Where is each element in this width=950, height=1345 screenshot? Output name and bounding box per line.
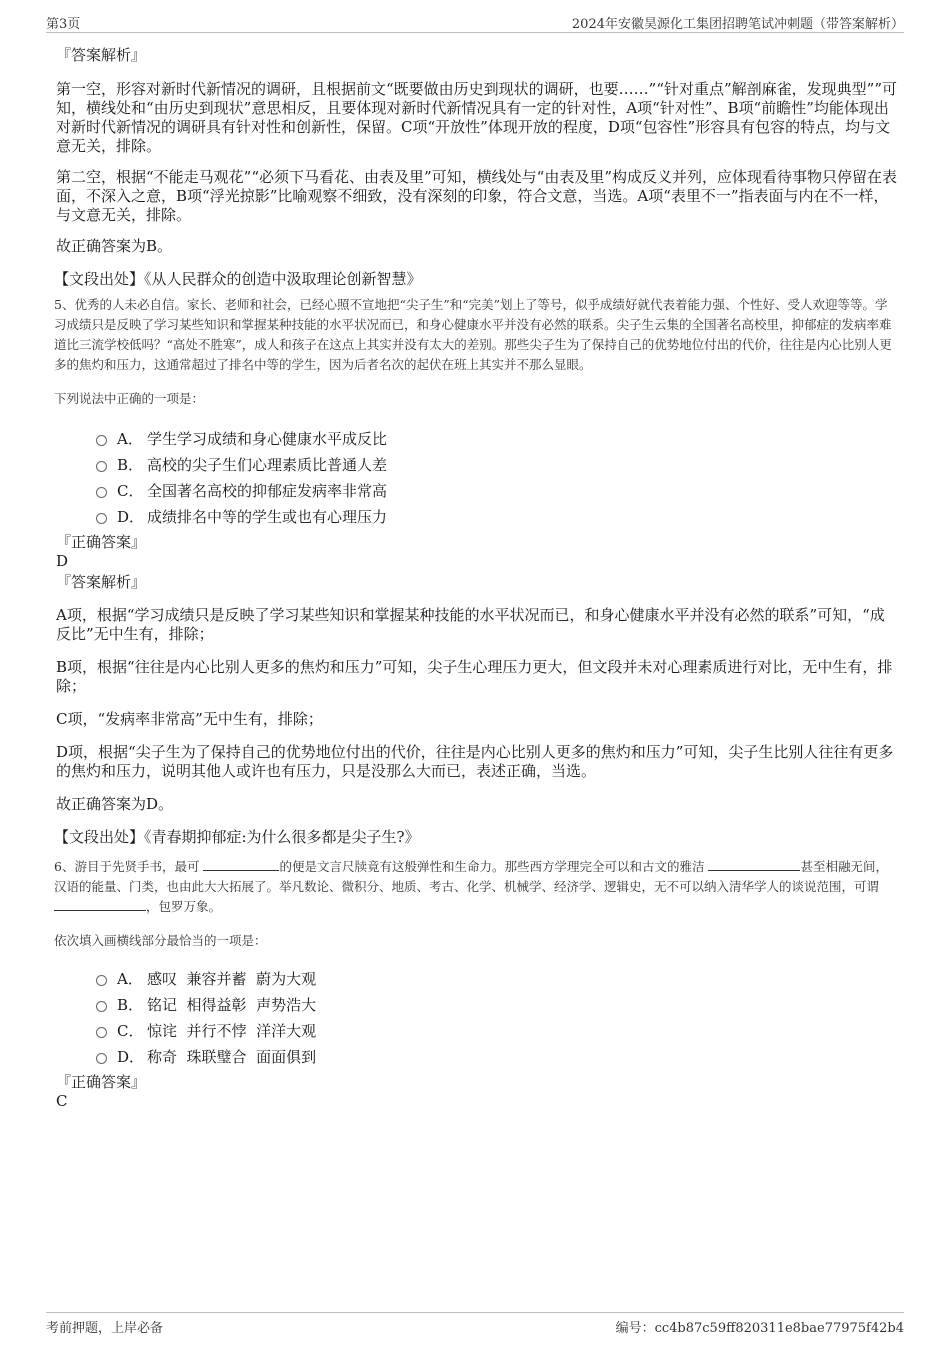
question-stem: 5、优秀的人未必自信。家长、老师和社会，已经心照不宣地把“尖子生”和“完美”划上了等号，似乎成绩好就代表着能力强、个性好、受人欢迎等等。学习成绩只是反映了学习某些知识和掌握某种技能的水平状况而已，和身心健康水平并没有必然的联系。尖子生云集的全国著名高校里，抑郁症的发病率难道比三流学校低吗？“高处不胜寒”，成人和孩子在这点上其实并没有太大的差别。那些尖子生为了保持自己的优势地位付出的代价，往往是内心比别人更多的焦灼和压力，这通常超过了排名中等的学生，因为后者名次的起伏在班上其实并不那么显眼。 xyxy=(54,297,892,372)
radio-icon[interactable] xyxy=(96,513,107,524)
option-a[interactable]: A． 学生学习成绩和身心健康水平成反比 xyxy=(96,425,898,451)
source-citation: 【文段出处】《从人民群众的创造中汲取理论创新智慧》 xyxy=(54,270,422,288)
analysis-paragraph: B项，根据“往往是内心比别人更多的焦灼和压力”可知，尖子生心理压力更大，但文段并未对心理素质进行对比，无中生有，排除； xyxy=(56,658,893,695)
analysis-paragraph: A项，根据“学习成绩只是反映了学习某些知识和掌握某种技能的水平状况而已，和身心健康水平并没有必然的联系”可知，“成反比”无中生有，排除； xyxy=(56,606,885,643)
fill-blank[interactable] xyxy=(708,858,800,871)
radio-icon[interactable] xyxy=(96,975,107,986)
radio-icon[interactable] xyxy=(96,1001,107,1012)
option-b[interactable]: B． 铭记 相得益彰 声势浩大 xyxy=(96,991,898,1017)
radio-icon[interactable] xyxy=(96,1027,107,1038)
question-prompt: 下列说法中正确的一项是： xyxy=(54,391,205,406)
option-b[interactable]: B． 高校的尖子生们心理素质比普通人差 xyxy=(96,451,898,477)
analysis-paragraph: 第一空，形容对新时代新情况的调研，且根据前文“既要做由历史到现状的调研，也要……”“针对重点”解剖麻雀，发现典型””可知，横线处和“由历史到现状”意思相反，且要体现对新时代新情况具有一定的针对性，A项“针对性”、B项“前瞻性”均能体现出对新时代新情况的调研具有针对性和创新性，保留。C项“开放性”体现开放的程度，D项“包容性”形容具有包容的特点，均与文意无关，排除。 xyxy=(56,80,898,155)
radio-icon[interactable] xyxy=(96,487,107,498)
page-header xyxy=(46,10,904,33)
option-c[interactable]: C． 惊诧 并行不悖 洋洋大观 xyxy=(96,1017,898,1043)
answer-value: C xyxy=(56,1092,68,1110)
analysis-paragraph: 第二空，根据“不能走马观花”“必须下马看花、由表及里”可知，横线处与“由表及里”构成反义并列，应体现看待事物只停留在表面，不深入之意，B项“浮光掠影”比喻观察不细致，没有深刻的印象，符合文意，当选。A项“表里不一”指表面与内在不一样，与文意无关，排除。 xyxy=(56,168,898,224)
conclusion: 故正确答案为B。 xyxy=(56,237,173,255)
radio-icon[interactable] xyxy=(96,435,107,446)
question-prompt: 依次填入画横线部分最恰当的一项是： xyxy=(54,933,267,948)
analysis-tag: 『答案解析』 xyxy=(56,46,147,64)
question-stem: 6、游目于先贤手书，最可 的便是文言尺牍竟有这般弹性和生命力。那些西方学理完全可以和古文的雅洁 甚至相融无间，汉语的能量、门类，也由此大大拓展了。举凡数论、微积分、地质、考古、化学、机械学、经济学、逻辑史，无不可以纳入清华学人的谈说范围，可谓 ，包罗万象。 xyxy=(54,859,888,914)
fill-blank[interactable] xyxy=(54,898,146,911)
analysis-paragraph: D项，根据“尖子生为了保持自己的优势地位付出的代价，往往是内心比别人更多的焦灼和压力”可知，尖子生比别人往往有更多的焦灼和压力，说明其他人或许也有压力，只是没那么大而已，表述正确，当选。 xyxy=(56,743,894,780)
analysis-tag: 『答案解析』 xyxy=(56,573,147,591)
radio-icon[interactable] xyxy=(96,1053,107,1064)
fill-blank[interactable] xyxy=(203,858,279,871)
page-number: 第3页 xyxy=(46,17,81,32)
option-list xyxy=(96,425,898,529)
document-title: 2024年安徽昊源化工集团招聘笔试冲刺题（带答案解析） xyxy=(571,17,904,32)
source-citation: 【文段出处】《青春期抑郁症:为什么很多都是尖子生?》 xyxy=(54,828,420,846)
option-c[interactable]: C． 全国著名高校的抑郁症发病率非常高 xyxy=(96,477,898,503)
analysis-paragraph: C项，“发病率非常高”无中生有，排除； xyxy=(56,710,323,728)
footer-slogan: 考前押题，上岸必备 xyxy=(46,1321,164,1336)
option-list xyxy=(96,965,898,1069)
document-body xyxy=(56,46,898,1111)
page-footer xyxy=(46,1312,904,1339)
option-d[interactable]: D． 成绩排名中等的学生或也有心理压力 xyxy=(96,503,898,529)
conclusion: 故正确答案为D。 xyxy=(56,795,174,813)
radio-icon[interactable] xyxy=(96,461,107,472)
answer-value: D xyxy=(56,552,69,570)
option-a[interactable]: A． 感叹 兼容并蓄 蔚为大观 xyxy=(96,965,898,991)
document-id: 编号：cc4b87c59ff820311e8bae77975f42b4 xyxy=(615,1321,904,1336)
answer-tag: 『正确答案』 xyxy=(56,1073,147,1091)
option-d[interactable]: D． 称奇 珠联璧合 面面俱到 xyxy=(96,1043,898,1069)
answer-tag: 『正确答案』 xyxy=(56,533,147,551)
